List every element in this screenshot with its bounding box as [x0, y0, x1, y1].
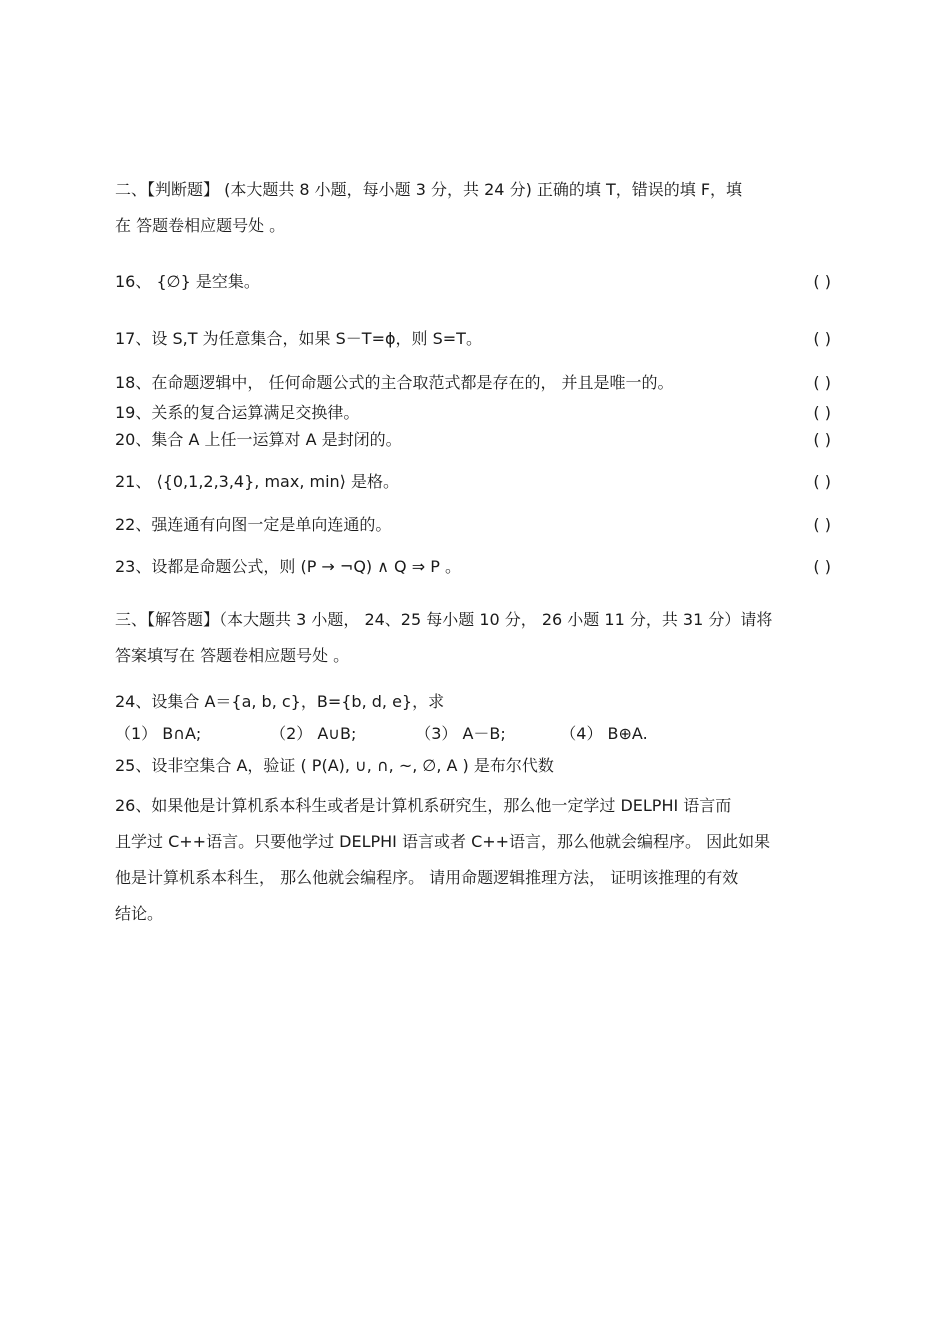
question-18	[115, 372, 831, 394]
question-20	[115, 429, 831, 451]
section2-heading-line1: 二、【判断题】 (本大题共 8 小题，每小题 3 分，共 24 分) 正确的填 T，错误的填 F，填	[115, 180, 743, 199]
question-24-part3: （3） A－B;	[415, 724, 506, 743]
question-24-part4: （4） B⊕A.	[560, 724, 648, 743]
question-21-text: 21、 ⟨{0,1,2,3,4}, max, min⟩ 是格。	[115, 472, 399, 491]
question-24-parts	[115, 723, 831, 745]
answer-paren-19: ( )	[813, 403, 831, 422]
question-22	[115, 514, 831, 536]
question-17	[115, 328, 831, 350]
answer-paren-17: ( )	[813, 329, 831, 348]
question-24: 24、设集合 A＝{a, b, c}，B={b, d, e}，求	[115, 692, 445, 711]
question-24-part2: （2） A∪B;	[270, 724, 357, 743]
question-24-part1: （1） B∩A;	[115, 724, 202, 743]
question-22-text: 22、强连通有向图一定是单向连通的。	[115, 515, 392, 534]
question-26-line1: 26、如果他是计算机系本科生或者是计算机系研究生，那么他一定学过 DELPHI 语言而	[115, 796, 732, 815]
question-26-line4: 结论。	[115, 904, 164, 923]
answer-paren-20: ( )	[813, 430, 831, 449]
question-17-text: 17、设 S,T 为任意集合，如果 S－T=ϕ，则 S=T。	[115, 329, 482, 348]
question-26-line3: 他是计算机系本科生， 那么他就会编程序。 请用命题逻辑推理方法， 证明该推理的有效	[115, 868, 739, 887]
question-26-line2: 且学过 C++语言。只要他学过 DELPHI 语言或者 C++语言，那么他就会编程序。 因此如果	[115, 832, 771, 851]
question-18-text: 18、在命题逻辑中， 任何命题公式的主合取范式都是存在的， 并且是唯一的。	[115, 373, 674, 392]
question-16-text: 16、 {∅} 是空集。	[115, 272, 260, 291]
section2-heading-line2: 在 答题卷相应题号处 。	[115, 216, 286, 235]
question-20-text: 20、集合 A 上任一运算对 A 是封闭的。	[115, 430, 402, 449]
section3-heading-line2: 答案填写在 答题卷相应题号处 。	[115, 646, 350, 665]
question-23	[115, 556, 831, 578]
answer-paren-23: ( )	[813, 557, 831, 576]
question-21	[115, 471, 831, 493]
answer-paren-18: ( )	[813, 373, 831, 392]
answer-paren-16: ( )	[813, 272, 831, 291]
answer-paren-22: ( )	[813, 515, 831, 534]
question-23-text: 23、设都是命题公式，则 (P → ¬Q) ∧ Q ⇒ P 。	[115, 557, 461, 576]
answer-paren-21: ( )	[813, 472, 831, 491]
question-25: 25、设非空集合 A，验证 ( P(A), ∪, ∩, ~, ∅, A ) 是布尔代数	[115, 756, 554, 775]
question-16	[115, 271, 831, 293]
section3-heading-line1: 三、【解答题】（本大题共 3 小题， 24、25 每小题 10 分， 26 小题 11 分，共 31 分）请将	[115, 610, 773, 629]
question-19	[115, 402, 831, 424]
question-19-text: 19、关系的复合运算满足交换律。	[115, 403, 360, 422]
